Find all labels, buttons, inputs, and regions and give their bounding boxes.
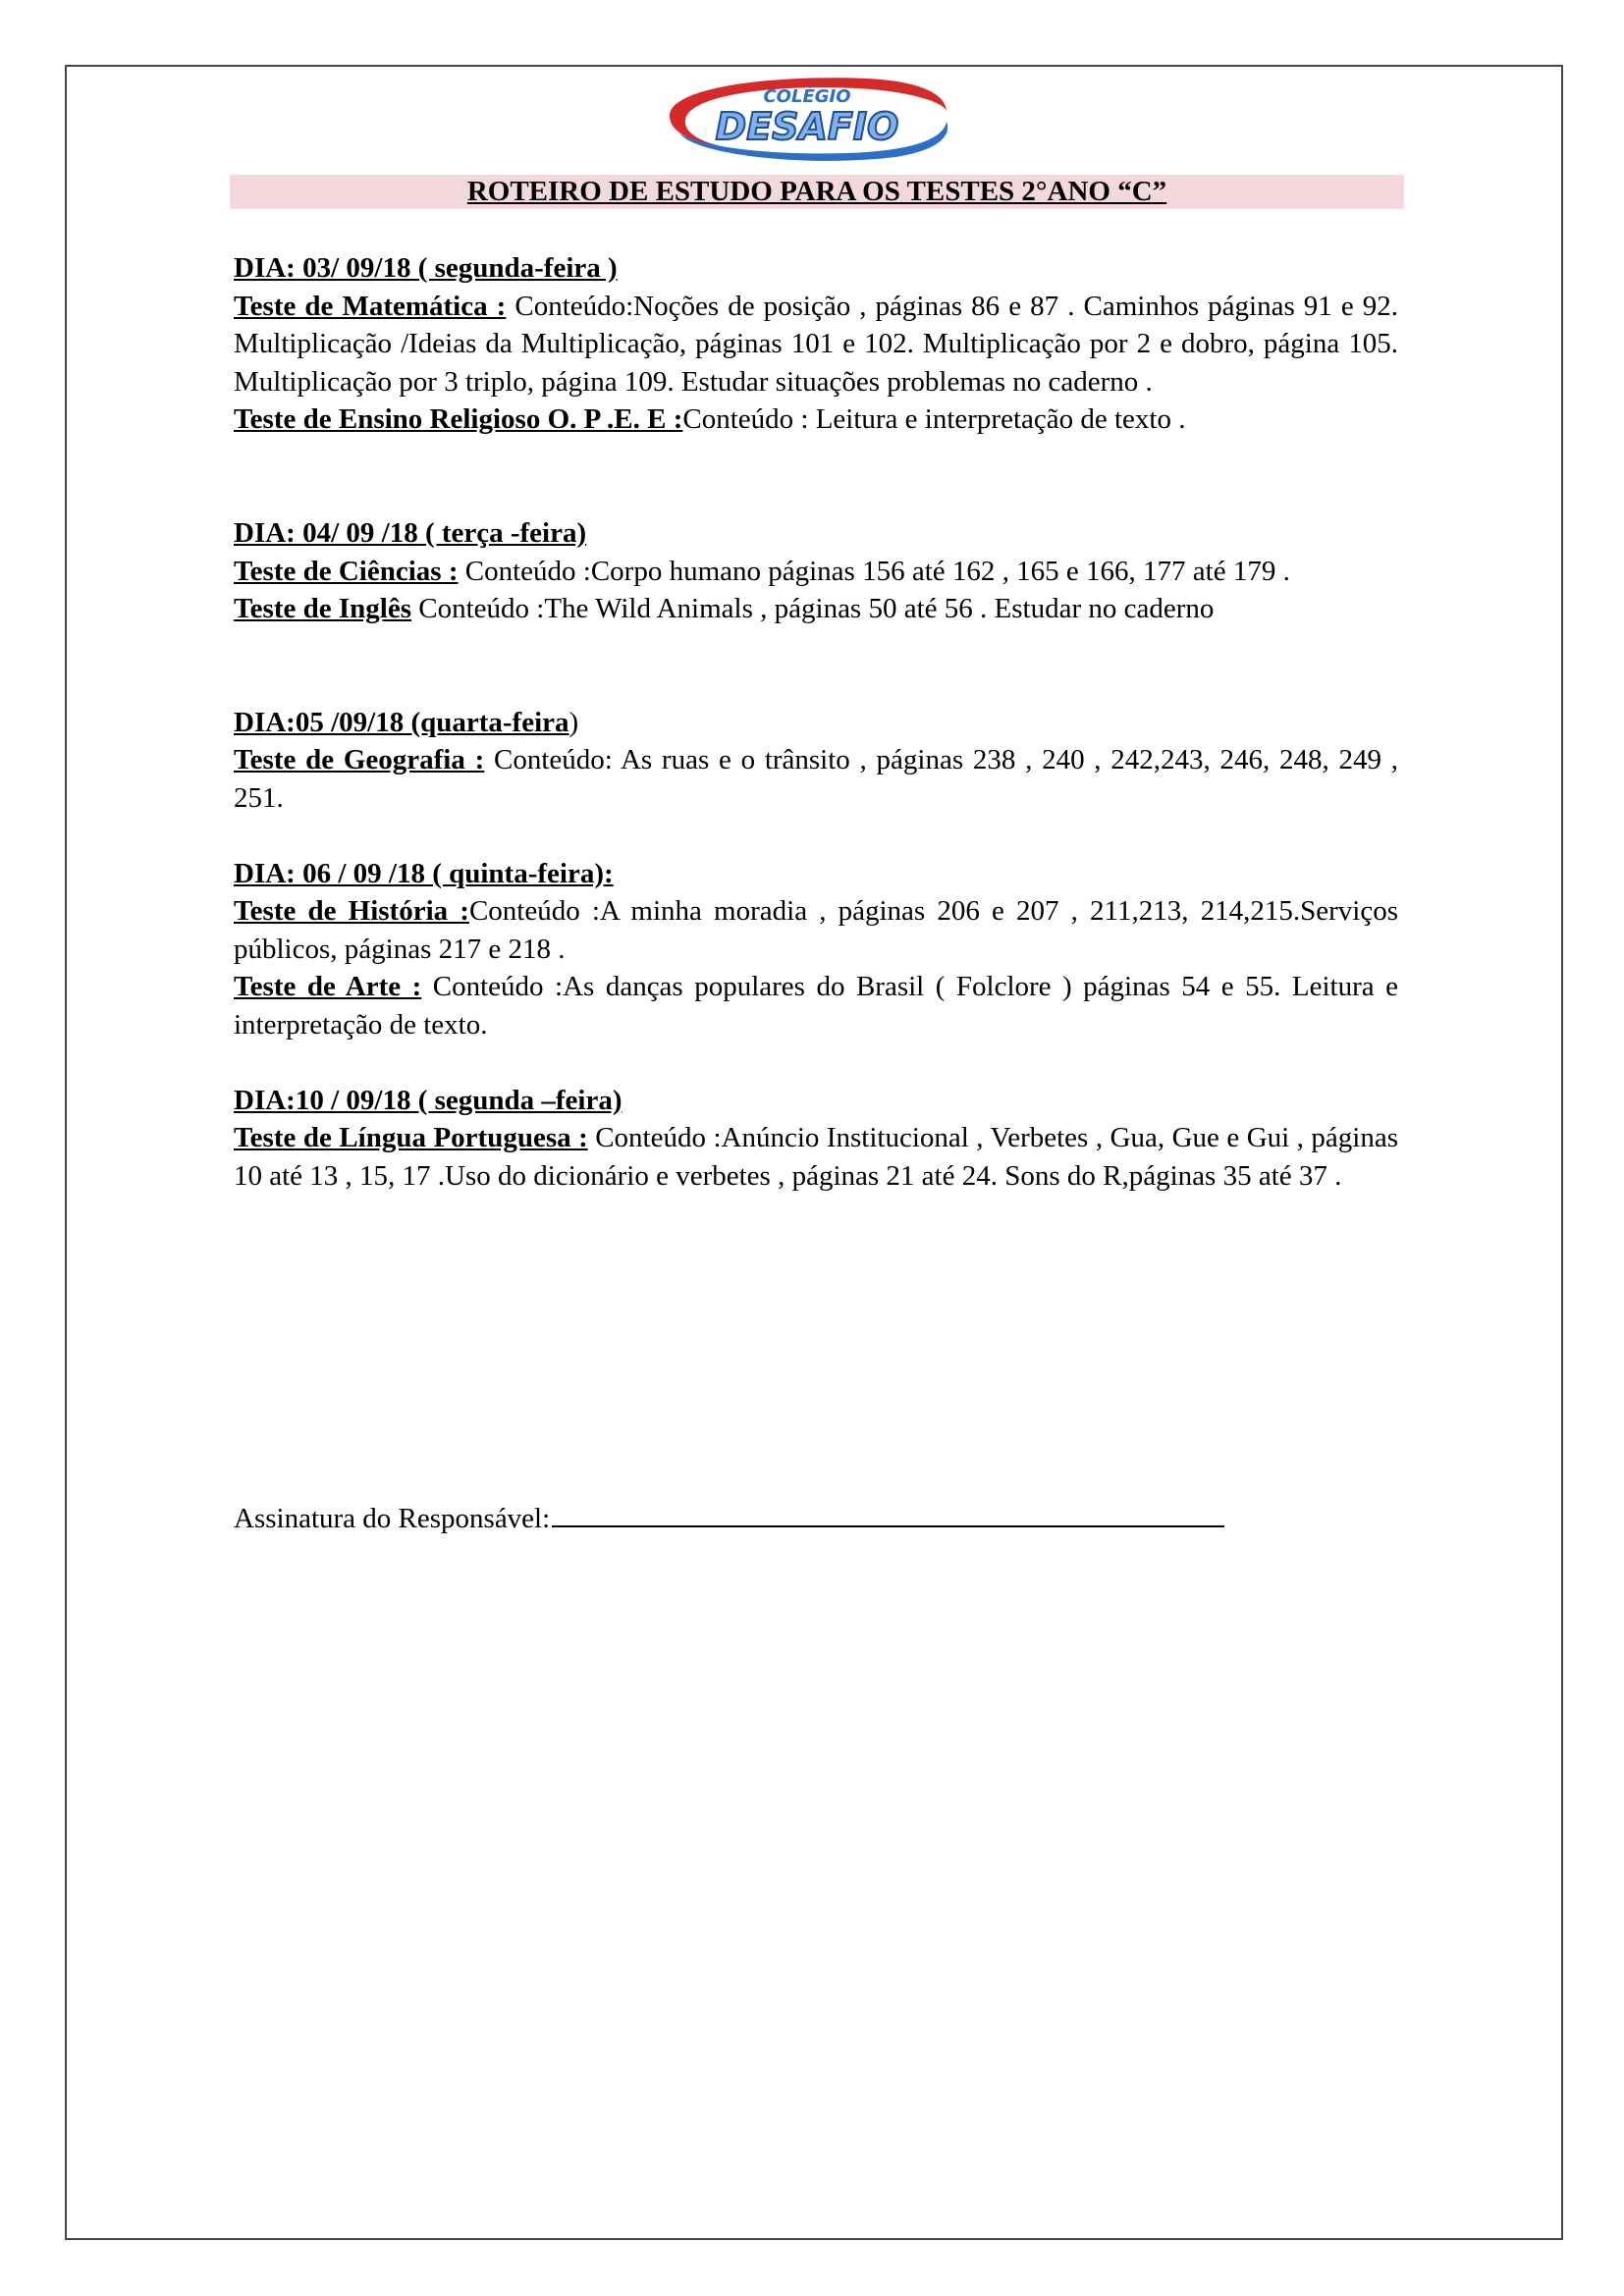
- test-content: Conteúdo : Leitura e interpretação de texto .: [682, 403, 1186, 436]
- day-heading-wrap: [234, 704, 1398, 742]
- test-label: Teste de Língua Portuguesa :: [234, 1122, 588, 1154]
- logo-line2: DESAFIO: [715, 105, 899, 148]
- signature-label: Assinatura do Responsável:: [234, 1503, 551, 1534]
- test-label: Teste de Matemática :: [234, 290, 507, 322]
- test-content: Conteúdo :A minha moradia , páginas 206 e 207 , 211,213, 214,215.Serviços públicos, páginas 217 e 218 .: [234, 895, 1398, 965]
- day-section-2: [234, 514, 1398, 628]
- document-title-text: ROTEIRO DE ESTUDO PARA OS TESTES 2°ANO “C”: [466, 176, 1167, 207]
- day-section-4: [234, 855, 1398, 1044]
- test-content: Conteúdo: As ruas e o trânsito , páginas 238 , 240 , 242,243, 246, 248, 249 , 251.: [234, 744, 1398, 814]
- test-content: Conteúdo :Corpo humano páginas 156 até 162 , 165 e 166, 177 até 179 .: [458, 555, 1290, 587]
- test-item-ingles: [234, 590, 1398, 628]
- test-content: Conteúdo:Noções de posição , páginas 86 e 87 . Caminhos páginas 91 e 92. Multiplicação /Ideias da Multiplicação, páginas 101 e 102. Multiplicação por 2 e dobro, página 105. Multiplicação por 3 triplo, página 109. Estudar situações problemas no caderno .: [234, 290, 1398, 398]
- test-label: Teste de Ensino Religioso O. P .E. E :: [234, 403, 683, 436]
- signature-field: [234, 1500, 1224, 1537]
- test-item-geografia: [234, 741, 1398, 817]
- day-heading: DIA:10 / 09/18 ( segunda –feira): [234, 1084, 623, 1116]
- test-label: Teste de História :: [234, 895, 469, 928]
- day-heading: DIA: 04/ 09 /18 ( terça -feira): [234, 516, 587, 549]
- colegio-desafio-logo: [660, 73, 954, 167]
- day-heading: DIA:05 /09/18 (quarta-feira: [234, 706, 569, 738]
- day-section-3: [234, 704, 1398, 818]
- test-item-matematica: [234, 288, 1398, 401]
- test-content: Conteúdo :As danças populares do Brasil ( Folclore ) páginas 54 e 55. Leitura e interpretação de texto.: [234, 971, 1398, 1041]
- test-label: Teste de Geografia :: [234, 744, 485, 776]
- test-label: Teste de Ciências :: [234, 555, 459, 587]
- test-label: Teste de Arte :: [234, 971, 422, 1003]
- logo-line1: COLÉGIO: [763, 86, 851, 107]
- day-heading-suffix: ): [568, 706, 579, 738]
- study-schedule: [234, 249, 1398, 1195]
- test-item-ensino-religioso: [234, 400, 1398, 439]
- day-heading: DIA: 03/ 09/18 ( segunda-feira ): [234, 252, 618, 284]
- day-section-1: [234, 249, 1398, 439]
- signature-line: [552, 1500, 1224, 1527]
- test-item-arte: [234, 968, 1398, 1043]
- day-heading: DIA: 06 / 09 /18 ( quinta-feira):: [234, 857, 614, 889]
- test-label: Teste de Inglês: [234, 593, 411, 625]
- test-item-ciencias: [234, 553, 1398, 591]
- test-content: Conteúdo :Anúncio Institucional , Verbetes , Gua, Gue e Gui , páginas 10 até 13 , 15, 17 .Uso do dicionário e verbetes , páginas 21 até 24. Sons do R,páginas 35 até 37 .: [234, 1122, 1398, 1192]
- test-item-lingua-portuguesa: [234, 1119, 1398, 1195]
- day-section-5: [234, 1082, 1398, 1196]
- test-content: Conteúdo :The Wild Animals , páginas 50 até 56 . Estudar no caderno: [411, 593, 1215, 625]
- document-title: [230, 175, 1404, 209]
- test-item-historia: [234, 892, 1398, 968]
